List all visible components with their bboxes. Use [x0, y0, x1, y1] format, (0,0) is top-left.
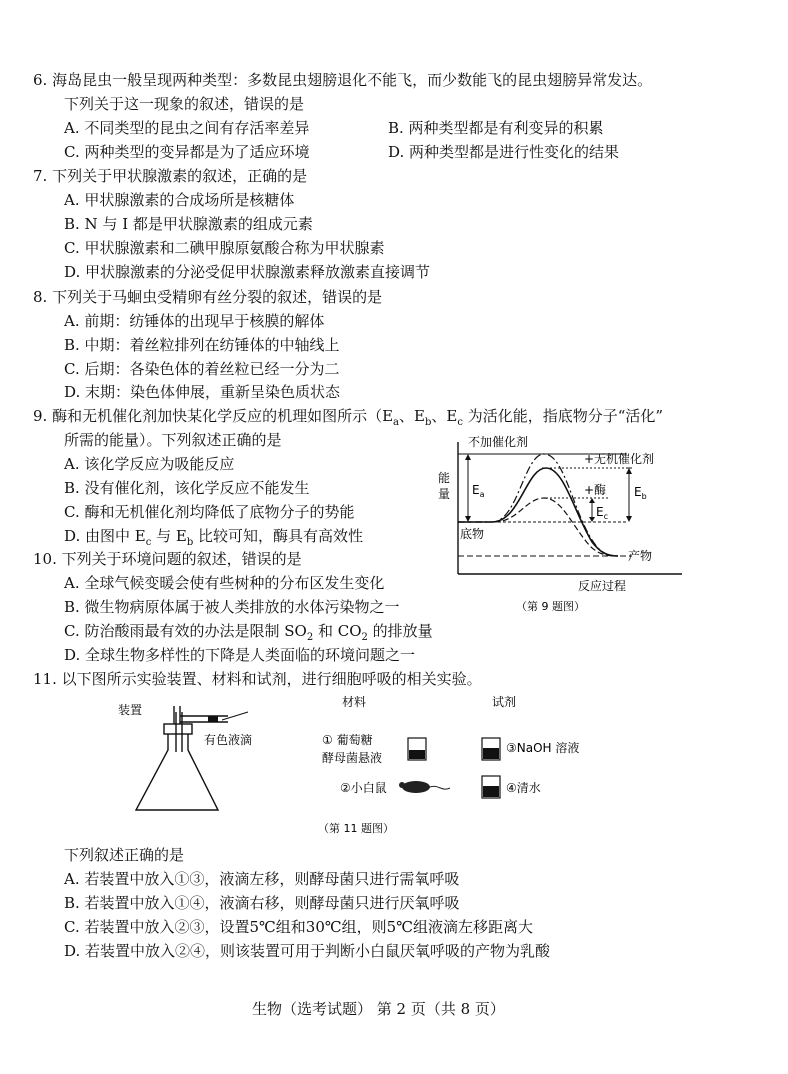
figure-9-caption: （第 9 题图）: [516, 600, 585, 613]
q9-option-c: C. 酶和无机催化剂均降低了底物分子的势能: [64, 503, 355, 521]
q10-option-c: C. 防治酸雨最有效的办法是限制 $SO_2$ 和 $CO_2$ 的排放量: [64, 622, 433, 643]
label-inorganic-catalyst: +无机催化剂: [584, 452, 655, 466]
yeast-beaker-icon: [408, 738, 426, 760]
q11-option-a: A. 若装置中放入①③，液滴左移，则酵母菌只进行需氧呼吸: [64, 870, 460, 888]
q7-option-c: C. 甲状腺激素和二碘甲腺原氨酸合称为甲状腺素: [64, 239, 385, 257]
label-y-axis-1: 能: [438, 471, 451, 485]
label-ec: $E_c$: [596, 505, 608, 521]
q7-option-b: B. N 与 I 都是甲状腺激素的组成元素: [64, 215, 313, 233]
q11-option-c: C. 若装置中放入②③，设置5℃组和30℃组，则5℃组液滴左移距离大: [64, 918, 533, 936]
q7-stem: 7. 下列关于甲状腺激素的叙述，正确的是: [33, 167, 308, 185]
q8-option-d: D. 末期：染色体伸展，重新呈染色质状态: [64, 383, 341, 401]
label-material-1a: ① 葡萄糖: [322, 733, 373, 747]
respiration-experiment-figure: [96, 692, 616, 842]
q7-option-a: A. 甲状腺激素的合成场所是核糖体: [64, 191, 295, 209]
q6-option-d: D. 两种类型都是进行性变化的结果: [388, 143, 620, 161]
q6-option-b: B. 两种类型都是有利变异的积累: [388, 119, 604, 137]
q6-stem: 6. 海岛昆虫一般呈现两种类型：多数昆虫翅膀退化不能飞，而少数能飞的昆虫翅膀异常发达。: [33, 71, 653, 89]
label-y-axis-2: 量: [438, 487, 451, 501]
q10-option-a: A. 全球气候变暖会使有些树种的分布区发生变化: [64, 574, 385, 592]
label-no-catalyst: 不加催化剂: [468, 435, 529, 449]
q11-option-d: D. 若装置中放入②④，则该装置可用于判断小白鼠厌氧呼吸的产物为乳酸: [64, 942, 551, 960]
label-reagent-4: ④清水: [506, 781, 541, 795]
label-x-axis: 反应过程: [578, 579, 627, 593]
q9-option-a: A. 该化学反应为吸能反应: [64, 455, 235, 473]
label-material-2: ②小白鼠: [340, 781, 387, 795]
q6-stem2: 下列关于这一现象的叙述，错误的是: [64, 95, 305, 113]
activation-energy-figure: [432, 430, 694, 616]
page-footer: 生物（选考试题） 第 2 页（共 8 页）: [252, 1000, 505, 1018]
label-substrate: 底物: [460, 527, 485, 541]
q6-option-c: C. 两种类型的变异都是为了适应环境: [64, 143, 310, 161]
mouse-icon: [399, 781, 450, 793]
label-ea: $E_a$: [472, 483, 485, 499]
q11-stem: 11. 以下图所示实验装置、材料和试剂，进行细胞呼吸的相关实验。: [33, 670, 482, 688]
label-reagents: 试剂: [492, 695, 517, 709]
q8-option-b: B. 中期：着丝粒排列在纺锤体的中轴线上: [64, 336, 340, 354]
q10-stem: 10. 下列关于环境问题的叙述，错误的是: [33, 550, 302, 568]
q11-option-b: B. 若装置中放入①④，液滴右移，则酵母菌只进行厌氧呼吸: [64, 894, 460, 912]
q9-option-d: D. 由图中 $E_c$ 与 $E_b$ 比较可知，酶具有高效性: [64, 527, 364, 548]
label-enzyme: +酶: [584, 483, 607, 497]
q9-stem: 9. 酶和无机催化剂加快某化学反应的机理如图所示（$E_a$、$E_b$、$E_c$ 为活化能，指底物分子“活化”: [33, 407, 664, 428]
q9-stem2: 所需的能量）。下列叙述正确的是: [64, 431, 282, 449]
label-device: 装置: [118, 703, 143, 717]
colored-droplet: [208, 716, 218, 722]
water-beaker-icon: [482, 776, 500, 798]
q10-option-d: D. 全球生物多样性的下降是人类面临的环境问题之一: [64, 646, 416, 664]
q8-stem: 8. 下列关于马蛔虫受精卵有丝分裂的叙述，错误的是: [33, 288, 383, 306]
q7-option-d: D. 甲状腺激素的分泌受促甲状腺激素释放激素直接调节: [64, 263, 431, 281]
q8-option-c: C. 后期：各染色体的着丝粒已经一分为二: [64, 360, 340, 378]
q6-option-a: A. 不同类型的昆虫之间有存活率差异: [64, 119, 310, 137]
figure-11-caption: （第 11 题图）: [318, 822, 394, 835]
naoh-beaker-icon: [482, 738, 500, 760]
label-product: 产物: [628, 549, 653, 563]
label-material-1b: 酵母菌悬液: [322, 751, 383, 765]
q9-option-b: B. 没有催化剂，该化学反应不能发生: [64, 479, 310, 497]
q8-option-a: A. 前期：纺锤体的出现早于核膜的解体: [64, 312, 325, 330]
q10-option-b: B. 微生物病原体属于被人类排放的水体污染物之一: [64, 598, 400, 616]
label-colored-drop: 有色液滴: [204, 733, 253, 747]
label-materials: 材料: [342, 695, 367, 709]
q11-stem2: 下列叙述正确的是: [64, 846, 185, 864]
label-reagent-3: ③NaOH 溶液: [506, 741, 580, 755]
label-eb: $E_b$: [634, 485, 647, 501]
